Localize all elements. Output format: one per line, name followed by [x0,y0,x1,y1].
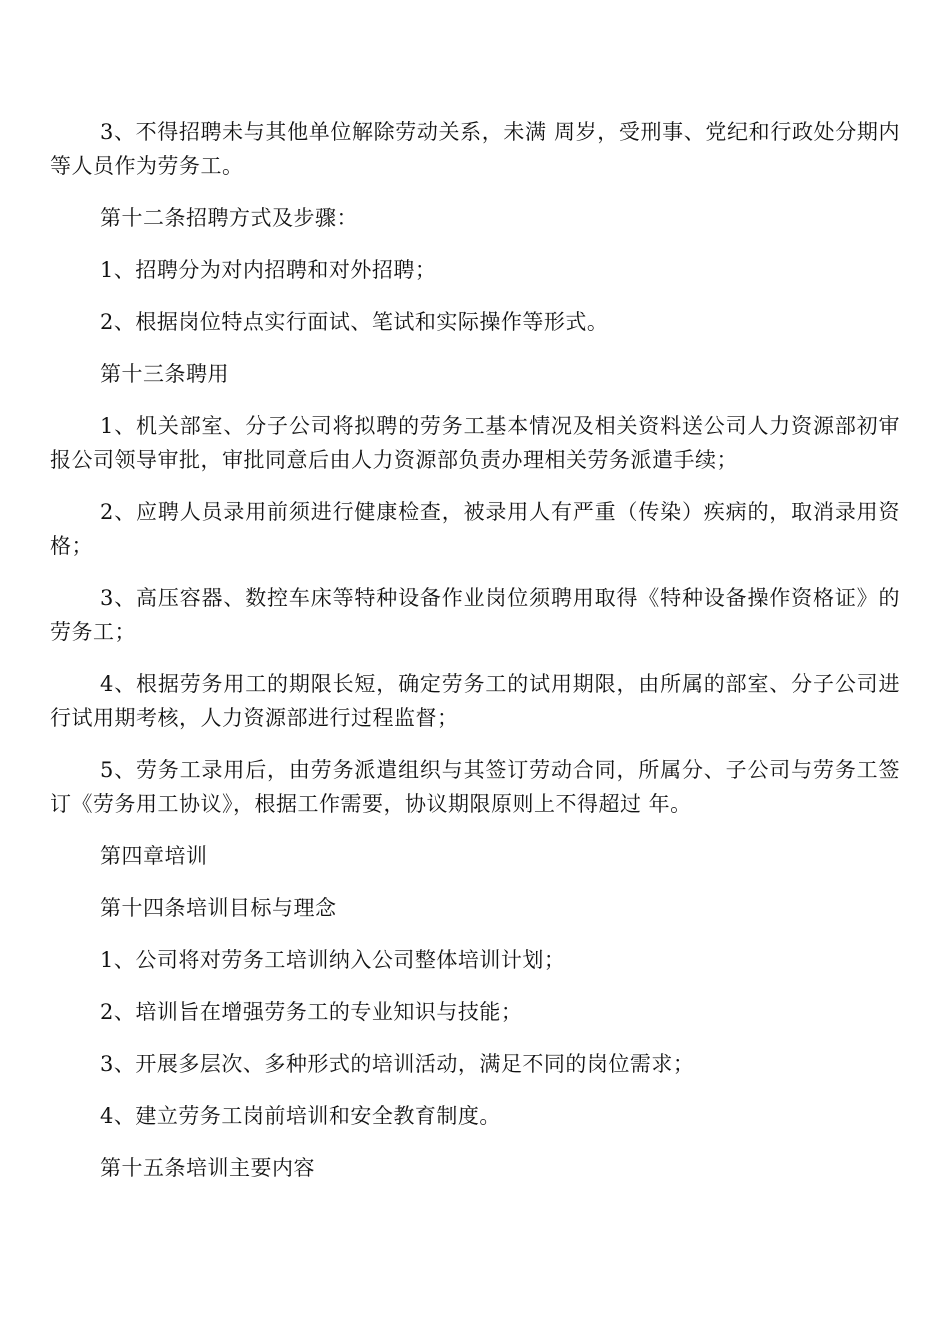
paragraph-hire-contract: 5、劳务工录用后，由劳务派遣组织与其签订劳动合同，所属分、子公司与劳务工签订《劳务用工协议》，根据工作需要，协议期限原则上不得超过 年。 [50,758,900,816]
paragraph-training-safety: 4、建立劳务工岗前培训和安全教育制度。 [100,1104,501,1128]
paragraph-article-13-heading: 第十三条聘用 [100,362,229,386]
paragraph-recruit-restriction: 3、不得招聘未与其他单位解除劳动关系，未满 周岁，受刑事、党纪和行政处分期内等人员作为劳务工。 [50,120,900,178]
paragraph-hire-approval: 1、机关部室、分子公司将拟聘的劳务工基本情况及相关资料送公司人力资源部初审报公司领导审批，审批同意后由人力资源部负责办理相关劳务派遣手续； [50,414,900,472]
paragraph-training-plan: 1、公司将对劳务工培训纳入公司整体培训计划； [100,948,566,972]
document-body [50,115,900,1203]
paragraph-article-15-heading: 第十五条培训主要内容 [100,1156,315,1180]
paragraph-article-14-heading: 第十四条培训目标与理念 [100,896,337,920]
paragraph-recruit-forms: 2、根据岗位特点实行面试、笔试和实际操作等形式。 [100,310,609,334]
paragraph-article-12-heading: 第十二条招聘方式及步骤： [100,206,358,230]
paragraph-hire-probation: 4、根据劳务用工的期限长短，确定劳务工的试用期限，由所属的部室、分子公司进行试用期考核，人力资源部进行过程监督； [50,672,900,730]
paragraph-recruit-internal-external: 1、招聘分为对内招聘和对外招聘； [100,258,437,282]
paragraph-chapter-4-heading: 第四章培训 [100,844,208,868]
paragraph-hire-health-check: 2、应聘人员录用前须进行健康检查，被录用人有严重（传染）疾病的，取消录用资格； [50,500,900,558]
paragraph-training-activities: 3、开展多层次、多种形式的培训活动，满足不同的岗位需求； [100,1052,695,1076]
paragraph-hire-special-equipment: 3、高压容器、数控车床等特种设备作业岗位须聘用取得《特种设备操作资格证》的劳务工； [50,586,900,644]
paragraph-training-skills: 2、培训旨在增强劳务工的专业知识与技能； [100,1000,523,1024]
